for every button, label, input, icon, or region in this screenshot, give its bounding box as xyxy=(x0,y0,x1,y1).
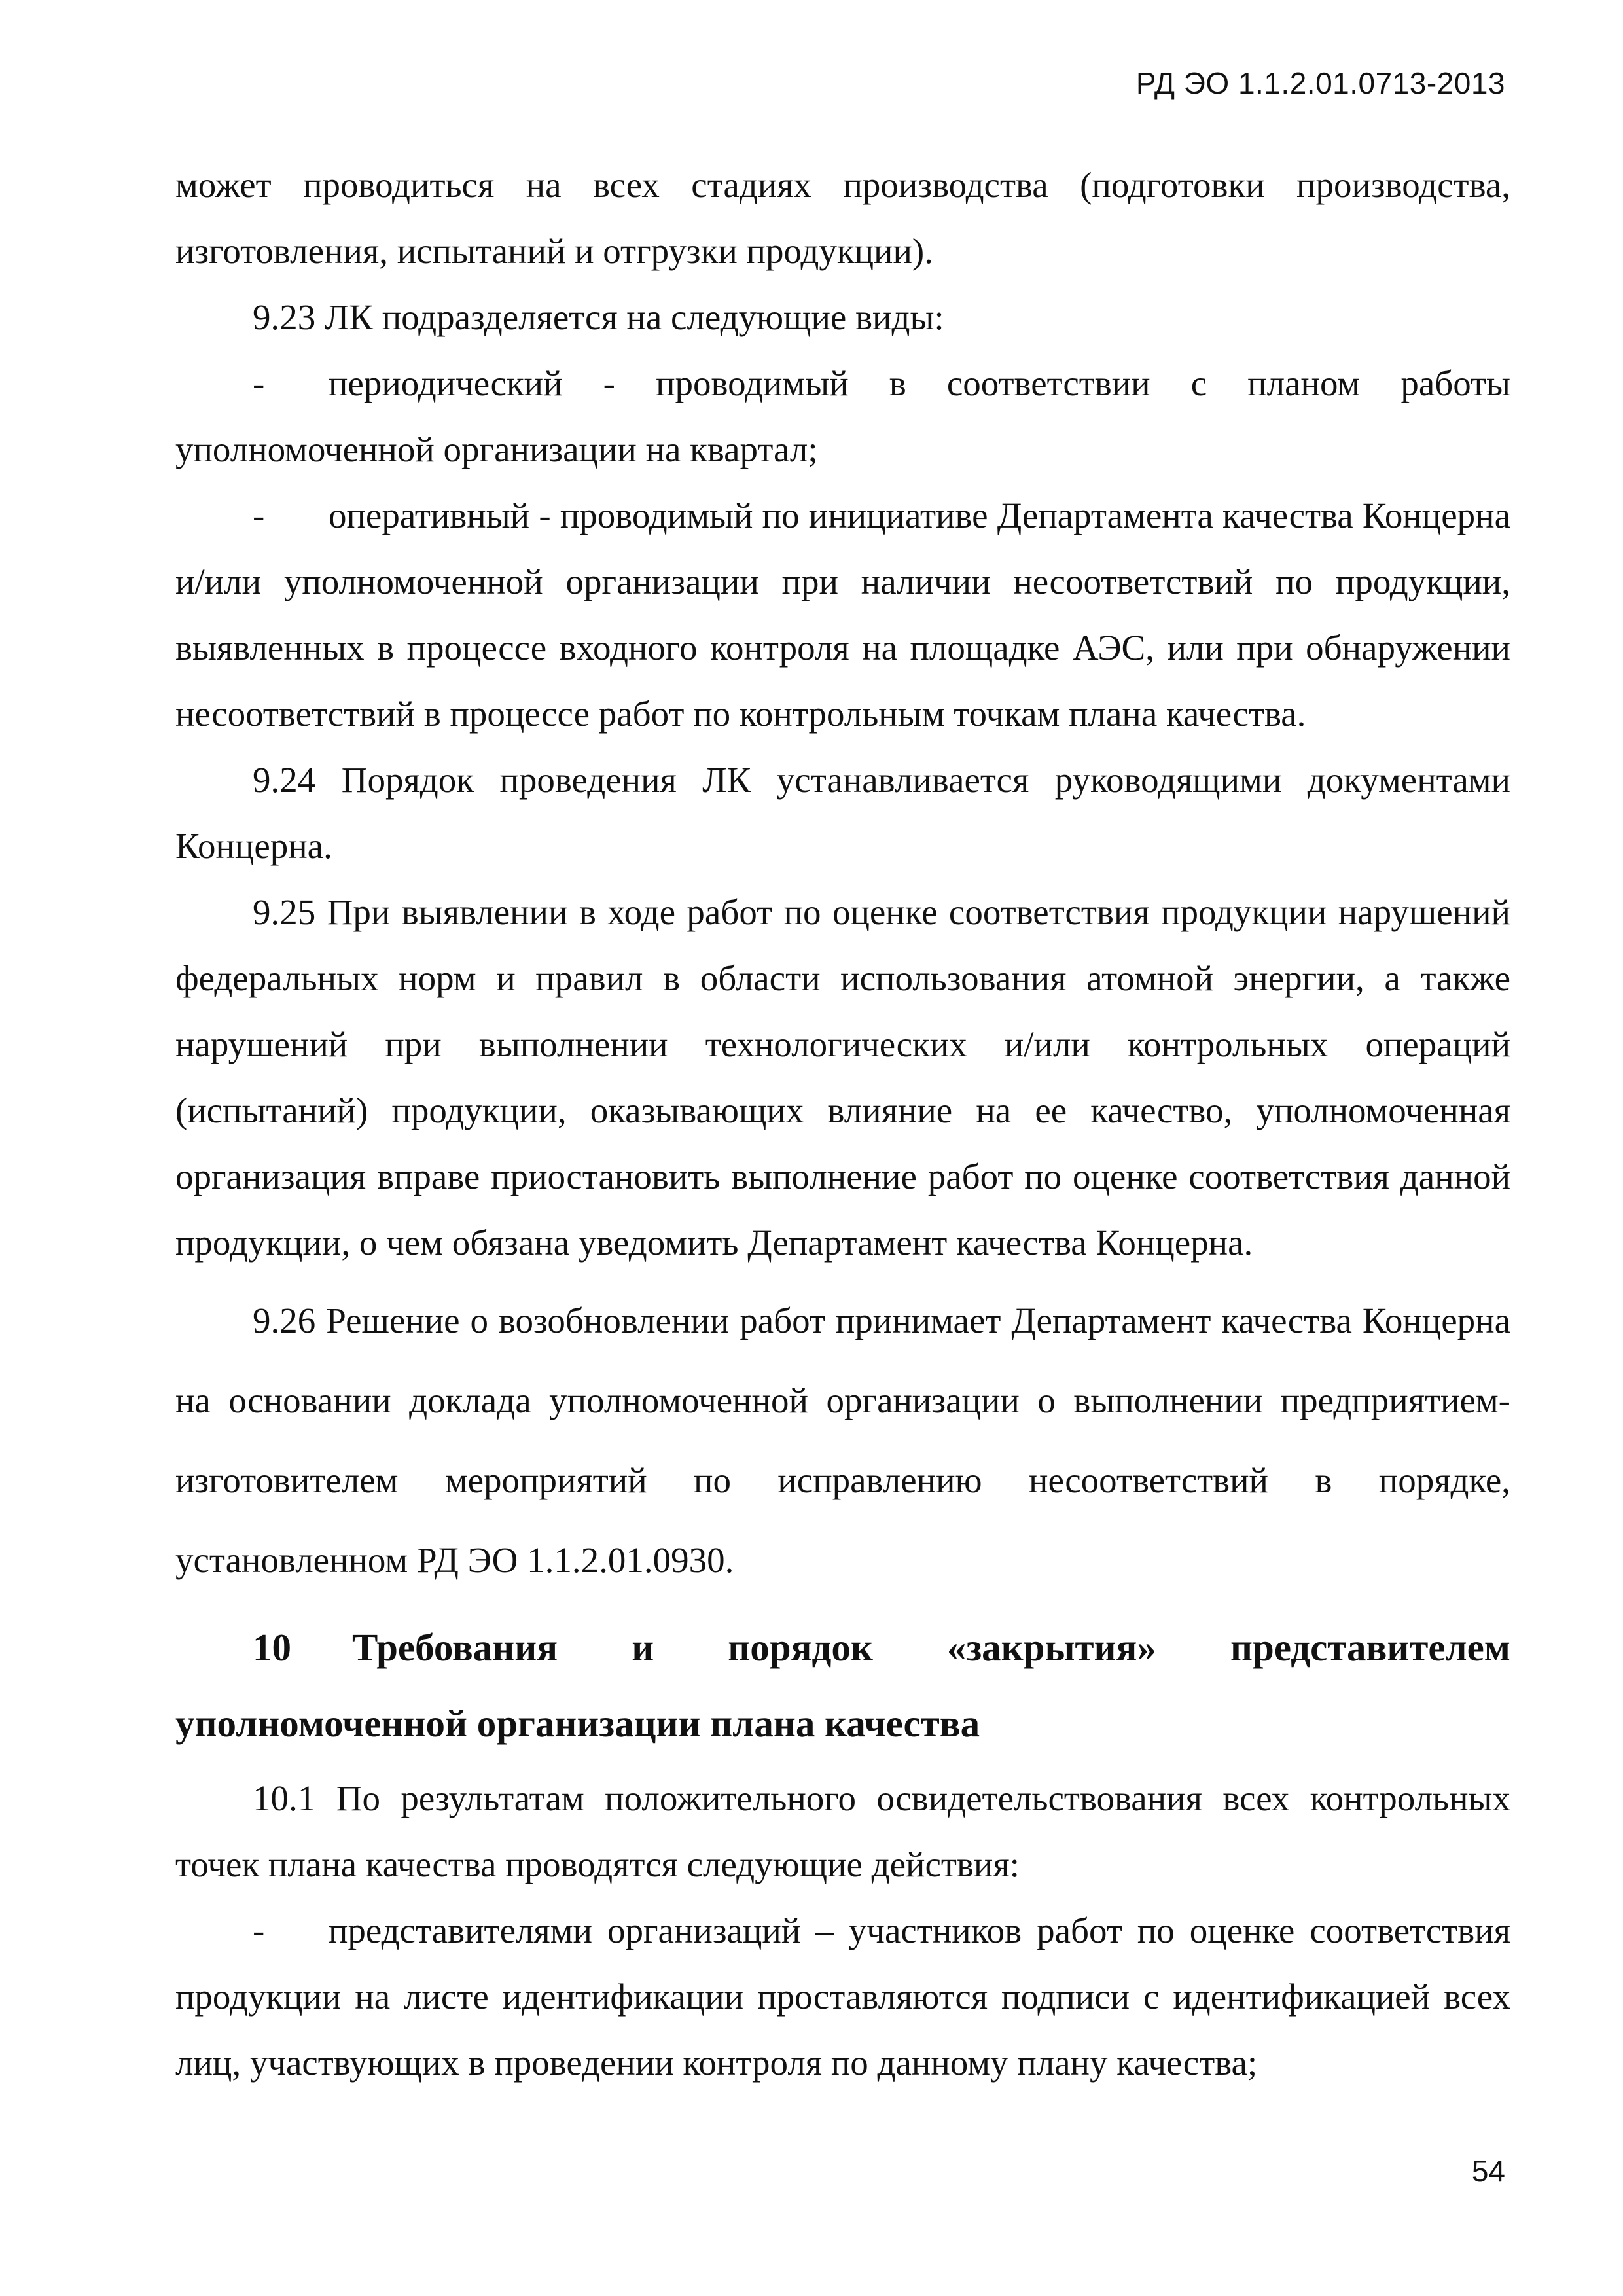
list-item-operative-text: оперативный - проводимый по инициативе Департамента качества Концерна и/или уполномоченной организации при наличии несоответствий по продукции, выявленных в процессе входного контроля на площадке АЭС, или при обнаружении несоответствий в процессе работ по контрольным точкам плана качества. xyxy=(175,495,1510,734)
list-dash-marker: - xyxy=(253,495,265,535)
document-code-header: РД ЭО 1.1.2.01.0713-2013 xyxy=(1135,66,1505,100)
paragraph-continuation: может проводиться на всех стадиях производства (подготовки производства, изготовления, испытаний и отгрузки продукции). xyxy=(175,165,1510,271)
paragraph-10-1: 10.1 По результатам положительного освидетельствования всех контрольных точек плана качества проводятся следующие действия: xyxy=(175,1778,1510,1884)
paragraph-9-25: 9.25 При выявлении в ходе работ по оценке соответствия продукции нарушений федеральных норм и правил в области использования атомной энергии, а также нарушений при выполнении технологических и/или контрольных операций (испытаний) продукции, оказывающих влияние на ее качество, уполномоченная организация вправе приостановить выполнение работ по оценке соответствия данной продукции, о чем обязана уведомить Департамент качества Концерна. xyxy=(175,892,1510,1263)
section-10-heading xyxy=(175,1609,1510,1761)
list-item-periodic-text: периодический - проводимый в соответствии с планом работы уполномоченной организации на квартал; xyxy=(175,363,1510,469)
list-dash-marker: - xyxy=(253,1910,265,1950)
list-item-signatures xyxy=(175,1897,1510,2096)
paragraph-9-26: 9.26 Решение о возобновлении работ принимает Департамент качества Концерна на основании доклада уполномоченной организации о выполнении предприятием-изготовителем мероприятий по исправлению несоответствий в порядке, установленном РД ЭО 1.1.2.01.0930. xyxy=(175,1300,1510,1580)
list-item-periodic xyxy=(175,350,1510,482)
paragraph-9-24: 9.24 Порядок проведения ЛК устанавливается руководящими документами Концерна. xyxy=(175,760,1510,866)
document-body xyxy=(175,152,1510,2096)
paragraph-9-23: 9.23 ЛК подразделяется на следующие виды: xyxy=(253,297,944,337)
list-dash-marker: - xyxy=(253,363,265,403)
list-item-operative xyxy=(175,482,1510,747)
section-10-number: 10 xyxy=(253,1626,291,1669)
list-item-signatures-text: представителями организаций – участников работ по оценке соответствия продукции на листе идентификации проставляются подписи с идентификацией всех лиц, участвующих в проведении контроля по данному плану качества; xyxy=(175,1910,1510,2083)
section-10-title: Требования и порядок «закрытия» представителем уполномоченной организации плана качества xyxy=(175,1626,1510,1745)
page-number: 54 xyxy=(1471,2154,1505,2188)
